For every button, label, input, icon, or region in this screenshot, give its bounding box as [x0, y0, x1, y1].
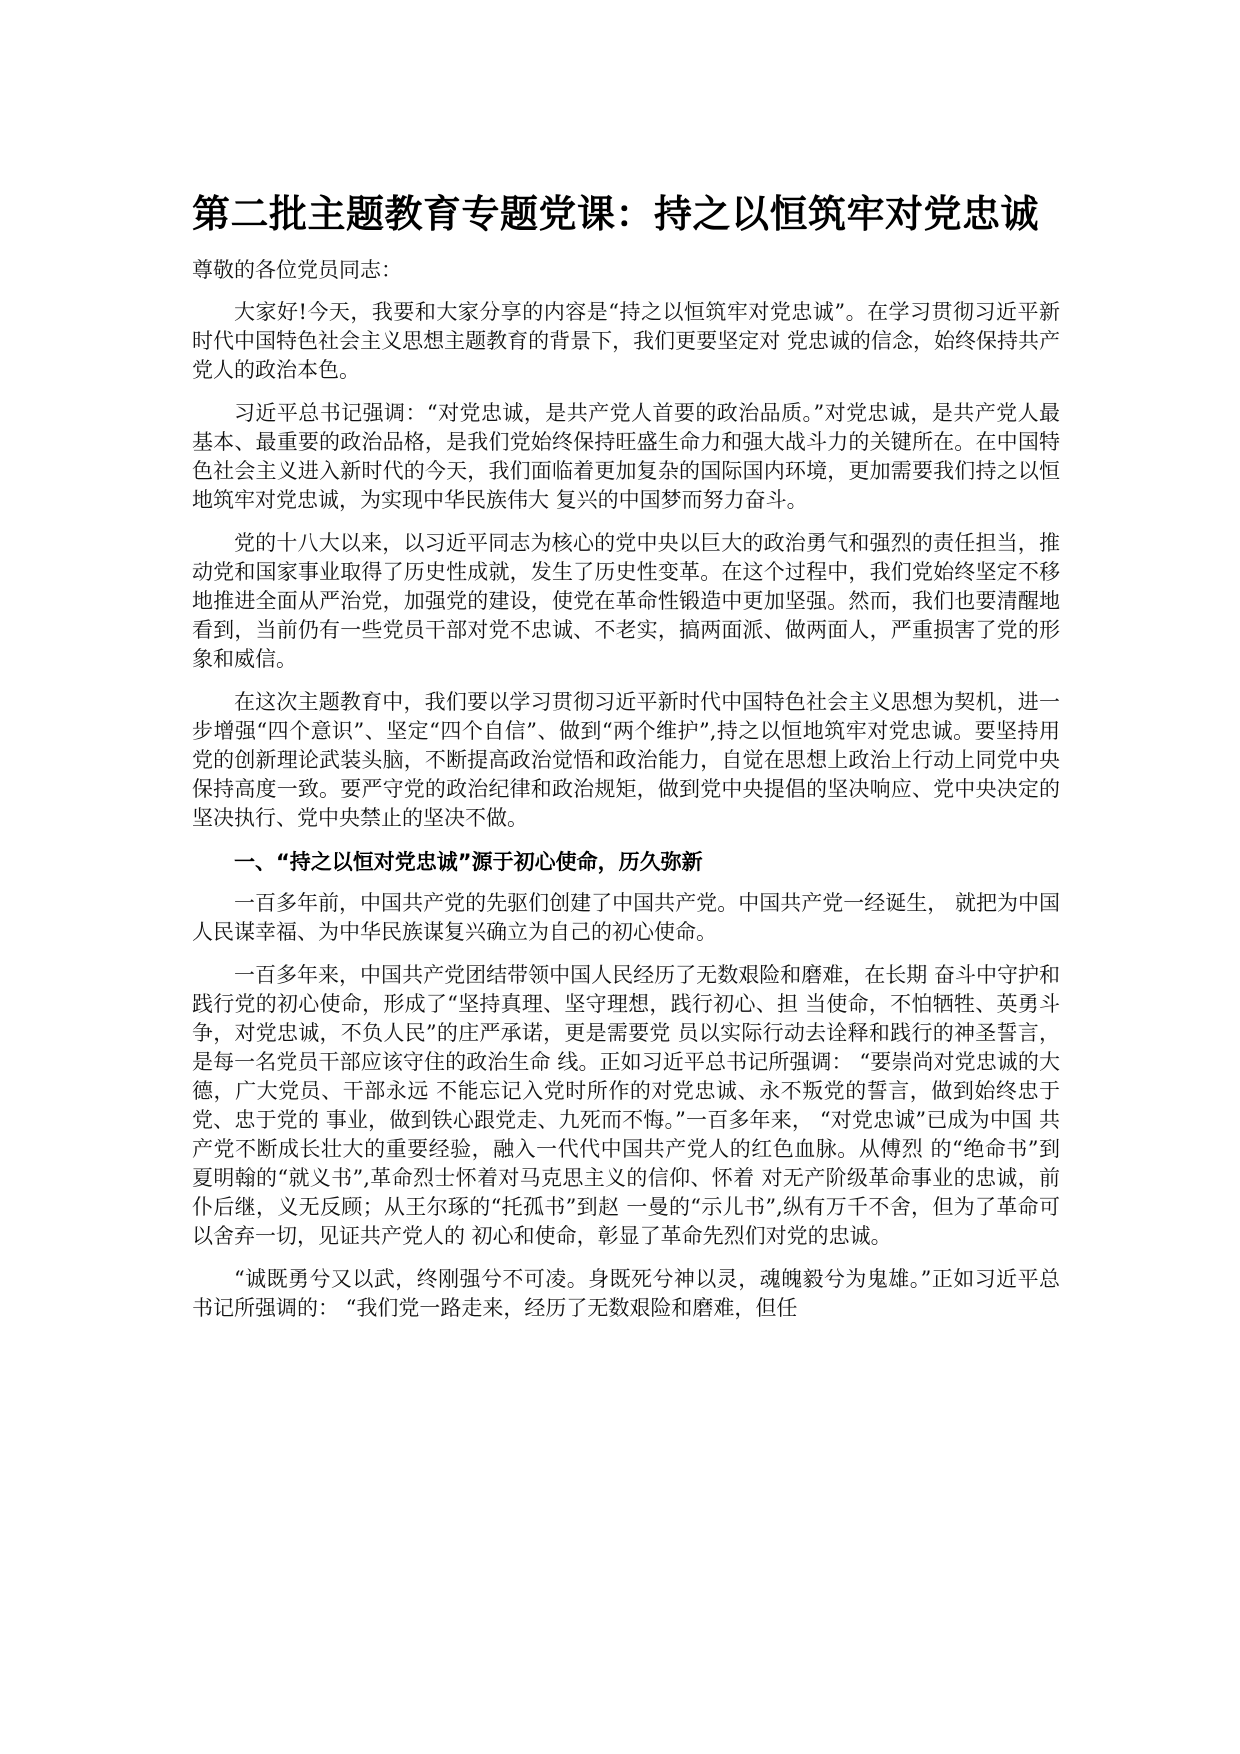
paragraph: 党的十八大以来，以习近平同志为核心的党中央以巨大的政治勇气和强烈的责任担当，推动党和国家事业取得了历史性成就，发生了历史性变革。在这个过程中，我们党始终坚定不移地推进全面从严治党，加强党的建设，使党在革命性锻造中更加坚强。然而，我们也要清醒地看到，当前仍有一些党员干部对党不忠诚、不老实，搞两面派、做两面人，严重损害了党的形象和威信。	[192, 531, 1060, 671]
document-page	[192, 190, 1060, 1337]
section-paragraph: 一百多年前，中国共产党的先驱们创建了中国共产党。中国共产党一经诞生， 就把为中国人民谋幸福、为中华民族谋复兴确立为自己的初心使命。	[192, 891, 1060, 944]
salutation: 尊敬的各位党员同志：	[192, 258, 402, 282]
document-title: 第二批主题教育专题党课：持之以恒筑牢对党忠诚	[192, 192, 1040, 236]
section-paragraph: “诚既勇兮又以武，终刚强兮不可凌。身既死兮神以灵，魂魄毅兮为鬼雄。”正如习近平总书记所强调的： “我们党一路走来，经历了无数艰险和磨难，但任	[192, 1267, 1060, 1320]
section-heading: 一、“持之以恒对党忠诚”源于初心使命，历久弥新	[234, 850, 703, 874]
paragraph: 在这次主题教育中，我们要以学习贯彻习近平新时代中国特色社会主义思想为契机，进一步增强“四个意识”、坚定“四个自信”、做到“两个维护”,持之以恒地筑牢对党忠诚。要坚持用党的创新理论武装头脑，不断提高政治觉悟和政治能力，自觉在思想上政治上行动上同党中央保持高度一致。要严守党的政治纪律和政治规矩，做到党中央提倡的坚决响应、党中央决定的坚决执行、党中央禁止的坚决不做。	[192, 690, 1060, 830]
section-paragraph: 一百多年来，中国共产党团结带领中国人民经历了无数艰险和磨难，在长期 奋斗中守护和践行党的初心使命，形成了“坚持真理、坚守理想，践行初心、担 当使命，不怕牺牲、英勇斗争，对党忠诚，不负人民”的庄严承诺，更是需要党 员以实际行动去诠释和践行的神圣誓言，是每一名党员干部应该守住的政治生命 线。正如习近平总书记所强调： “要崇尚对党忠诚的大德，广大党员、干部永远 不能忘记入党时所作的对党忠诚、永不叛党的誓言，做到始终忠于党、忠于党的 事业，做到铁心跟党走、九死而不悔。”一百多年来， “对党忠诚”已成为中国 共产党不断成长壮大的重要经验，融入一代代中国共产党人的红色血脉。从傅烈 的“绝命书”到夏明翰的“就义书”,革命烈士怀着对马克思主义的信仰、怀着 对无产阶级革命事业的忠诚，前仆后继，义无反顾；从王尔琢的“托孤书”到赵 一曼的“示儿书”,纵有万千不舍，但为了革命可以舍弃一切，见证共产党人的 初心和使命，彰显了革命先烈们对党的忠诚。	[192, 963, 1060, 1248]
paragraph: 习近平总书记强调：“对党忠诚，是共产党人首要的政治品质。”对党忠诚，是共产党人最基本、最重要的政治品格，是我们党始终保持旺盛生命力和强大战斗力的关键所在。在中国特色社会主义进入新时代的今天，我们面临着更加复杂的国际国内环境，更加需要我们持之以恒地筑牢对党忠诚，为实现中华民族伟大 复兴的中国梦而努力奋斗。	[192, 401, 1060, 512]
paragraph: 大家好!今天，我要和大家分享的内容是“持之以恒筑牢对党忠诚”。在学习贯彻习近平新时代中国特色社会主义思想主题教育的背景下，我们更要坚定对 党忠诚的信念，始终保持共产党人的政治本色。	[192, 300, 1060, 382]
